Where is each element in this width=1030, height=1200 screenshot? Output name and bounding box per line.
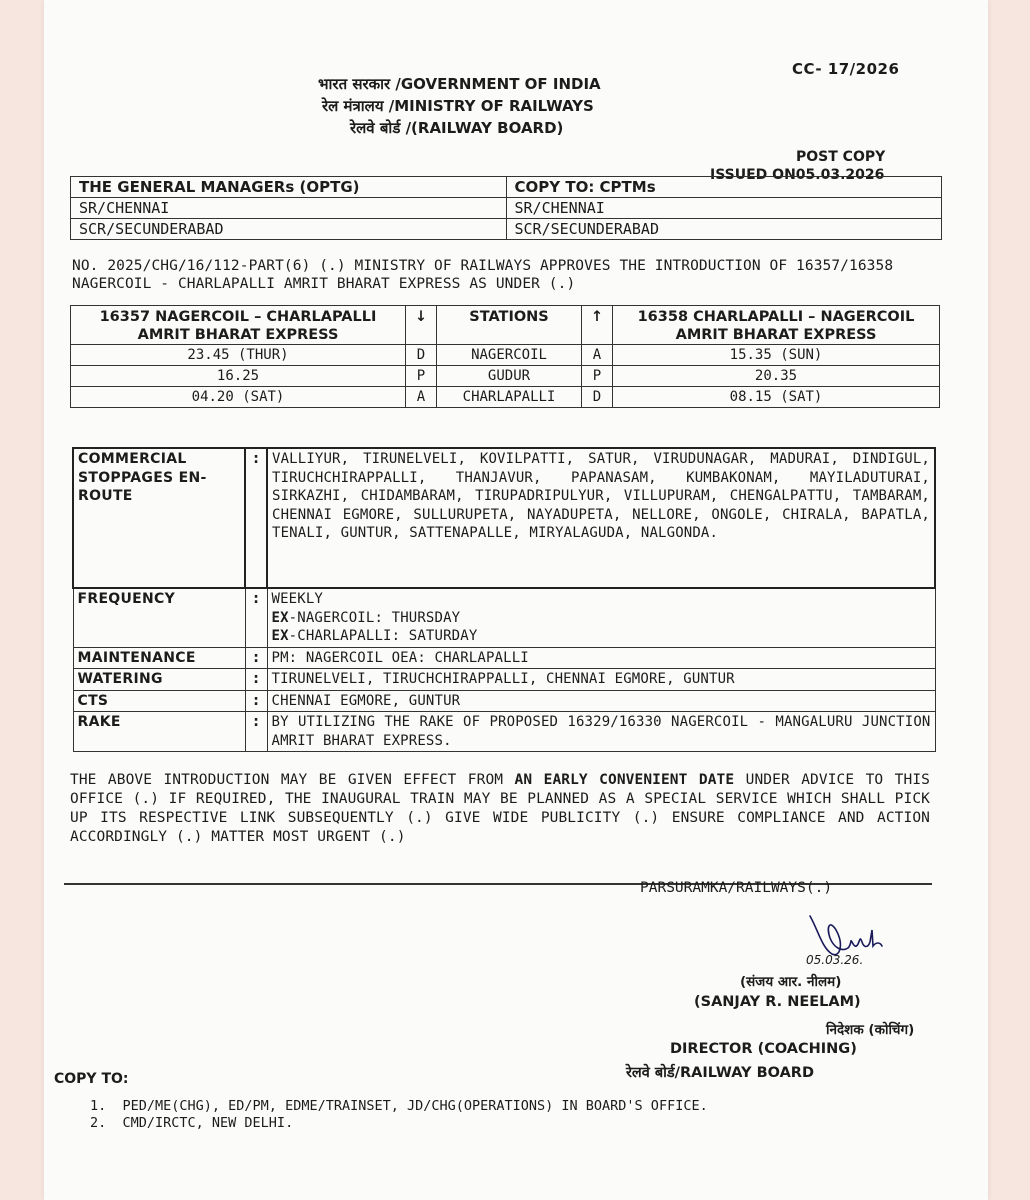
copy-heading: COPY TO: CPTMs bbox=[506, 177, 942, 198]
header-government: भारत सरकार /GOVERNMENT OF INDIA bbox=[318, 75, 601, 93]
up-time: 20.35 bbox=[613, 366, 940, 387]
closing-part2: UNDER ADVICE TO THIS OFFICE (.) IF REQUIRED, THE INAUGURAL TRAIN MAY BE PLANNED AS A SPECIAL SERVICE WHICH SHALL PICK UP ITS RESPECTIVE LINK SUBSEQUENTLY (.) GIVE WIDE PUBLICITY (.) ENSURE COMPLIANCE AND ACTION ACCORDINGLY (.) MATTER MOST URGENT (.) bbox=[70, 772, 930, 845]
to-heading: THE GENERAL MANAGERs (OPTG) bbox=[71, 177, 507, 198]
up-code: A bbox=[582, 345, 613, 366]
maintenance-value: PM: NAGERCOIL OEA: CHARLAPALLI bbox=[267, 647, 935, 669]
ex-charlapalli-text: -CHARLAPALLI: SATURDAY bbox=[288, 628, 478, 644]
stations-heading: STATIONS bbox=[437, 306, 582, 345]
timetable bbox=[70, 305, 940, 408]
watering-label: WATERING bbox=[73, 669, 245, 691]
details-table bbox=[72, 447, 936, 752]
header-railway-board: रेलवे बोर्ड /(RAILWAY BOARD) bbox=[350, 119, 564, 137]
signatory-designation: DIRECTOR (COACHING) bbox=[670, 1041, 857, 1057]
ex-nagercoil-text: -NAGERCOIL: THURSDAY bbox=[288, 609, 461, 626]
copy-to-item: 1. PED/ME(CHG), ED/PM, EDME/TRAINSET, JD/CHG(OPERATIONS) IN BOARD'S OFFICE. bbox=[90, 1098, 708, 1114]
station-name: GUDUR bbox=[437, 366, 582, 387]
colon: : bbox=[245, 712, 267, 752]
hindi-designation: निदेशक (कोचिंग) bbox=[826, 1022, 915, 1038]
ex-prefix: EX bbox=[271, 628, 289, 644]
copy-addressee: SR/CHENNAI bbox=[506, 198, 942, 219]
colon: : bbox=[245, 588, 267, 647]
dn-code: D bbox=[406, 345, 437, 366]
header-ministry: रेल मंत्रालय /MINISTRY OF RAILWAYS bbox=[322, 97, 594, 115]
to-addressee: SCR/SECUNDERABAD bbox=[71, 219, 507, 240]
frequency-weekly: WEEKLY bbox=[271, 591, 323, 607]
up-time: 08.15 (SAT) bbox=[613, 387, 940, 408]
rake-label: RAKE bbox=[73, 712, 245, 752]
up-code: D bbox=[582, 387, 613, 408]
colon: : bbox=[245, 690, 267, 712]
maintenance-label: MAINTENANCE bbox=[73, 647, 245, 669]
addressee-table bbox=[70, 176, 942, 240]
dn-time: 16.25 bbox=[71, 366, 406, 387]
dn-time: 04.20 (SAT) bbox=[71, 387, 406, 408]
post-copy-label: POST COPY bbox=[796, 149, 886, 165]
up-code: P bbox=[582, 366, 613, 387]
closing-emphasis: AN EARLY CONVENIENT DATE bbox=[514, 772, 735, 788]
dn-time: 23.45 (THUR) bbox=[71, 345, 406, 366]
cts-label: CTS bbox=[73, 690, 245, 712]
frequency-label: FREQUENCY bbox=[73, 588, 245, 647]
signatory-office: रेलवे बोर्ड/RAILWAY BOARD bbox=[626, 1065, 814, 1081]
station-name: NAGERCOIL bbox=[437, 345, 582, 366]
up-arrow-icon: ↑ bbox=[582, 306, 613, 345]
copy-addressee: SCR/SECUNDERABAD bbox=[506, 219, 942, 240]
dn-code: P bbox=[406, 366, 437, 387]
signature-date: 05.03.26. bbox=[806, 953, 864, 967]
issued-date: ISSUED ON05.03.2026 bbox=[710, 167, 885, 183]
rake-value: BY UTILIZING THE RAKE OF PROPOSED 16329/16330 NAGERCOIL - MANGALURU JUNCTION AMRIT BHARAT EXPRESS. bbox=[267, 712, 935, 752]
frequency-value bbox=[267, 588, 935, 647]
colon: : bbox=[245, 647, 267, 669]
colon: : bbox=[245, 448, 267, 588]
up-time: 15.35 (SUN) bbox=[613, 345, 940, 366]
subject-line: NO. 2025/CHG/16/112-PART(6) (.) MINISTRY OF RAILWAYS APPROVES THE INTRODUCTION OF 16357/16358 NAGERCOIL - CHARLAPALLI AMRIT BHARAT EXPRESS AS UNDER (.) bbox=[72, 258, 894, 292]
reference-code: CC- 17/2026 bbox=[792, 60, 900, 78]
closing-part1: THE ABOVE INTRODUCTION MAY BE GIVEN EFFECT FROM bbox=[70, 772, 515, 788]
train-16358-heading: 16358 CHARLAPALLI – NAGERCOIL AMRIT BHARAT EXPRESS bbox=[613, 306, 940, 345]
watering-value: TIRUNELVELI, TIRUCHCHIRAPPALLI, CHENNAI EGMORE, GUNTUR bbox=[267, 669, 935, 691]
copy-to-heading: COPY TO: bbox=[54, 1071, 129, 1087]
dn-code: A bbox=[406, 387, 437, 408]
to-addressee: SR/CHENNAI bbox=[71, 198, 507, 219]
frequency-ex-nagercoil bbox=[272, 609, 931, 628]
signoff: PARSURAMKA/RAILWAYS(.) bbox=[640, 880, 833, 896]
signatory-name: (SANJAY R. NEELAM) bbox=[694, 994, 861, 1010]
train-16357-heading: 16357 NAGERCOIL – CHARLAPALLI AMRIT BHARAT EXPRESS bbox=[71, 306, 406, 345]
ex-prefix: EX bbox=[271, 609, 289, 626]
stoppages-label: COMMERCIAL STOPPAGES EN-ROUTE bbox=[73, 448, 245, 588]
frequency-ex-charlapalli bbox=[272, 627, 931, 646]
station-name: CHARLAPALLI bbox=[437, 387, 582, 408]
colon: : bbox=[245, 669, 267, 691]
stoppages-value: VALLIYUR, TIRUNELVELI, KOVILPATTI, SATUR, VIRUDUNAGAR, MADURAI, DINDIGUL, TIRUCHCHIRAPPALLI, THANJAVUR, PAPANASAM, KUMBAKONAM, MAYILADUTURAI, SIRKAZHI, CHIDAMBARAM, TIRUPADRIPULYUR, VILLUPURAM, CHENGALPATTU, TAMBARAM, CHENNAI EGMORE, SULLURUPETA, NAYADUPETA, NELLORE, ONGOLE, CHIRALA, BAPATLA, TENALI, GUNTUR, SATTENAPALLE, MIRYALAGUDA, NALGONDA. bbox=[267, 448, 935, 588]
down-arrow-icon: ↓ bbox=[406, 306, 437, 345]
closing-paragraph bbox=[70, 771, 930, 847]
hindi-signatory-name: (संजय आर. नीलम) bbox=[740, 974, 842, 990]
cts-value: CHENNAI EGMORE, GUNTUR bbox=[267, 690, 935, 712]
copy-to-item: 2. CMD/IRCTC, NEW DELHI. bbox=[90, 1115, 294, 1131]
